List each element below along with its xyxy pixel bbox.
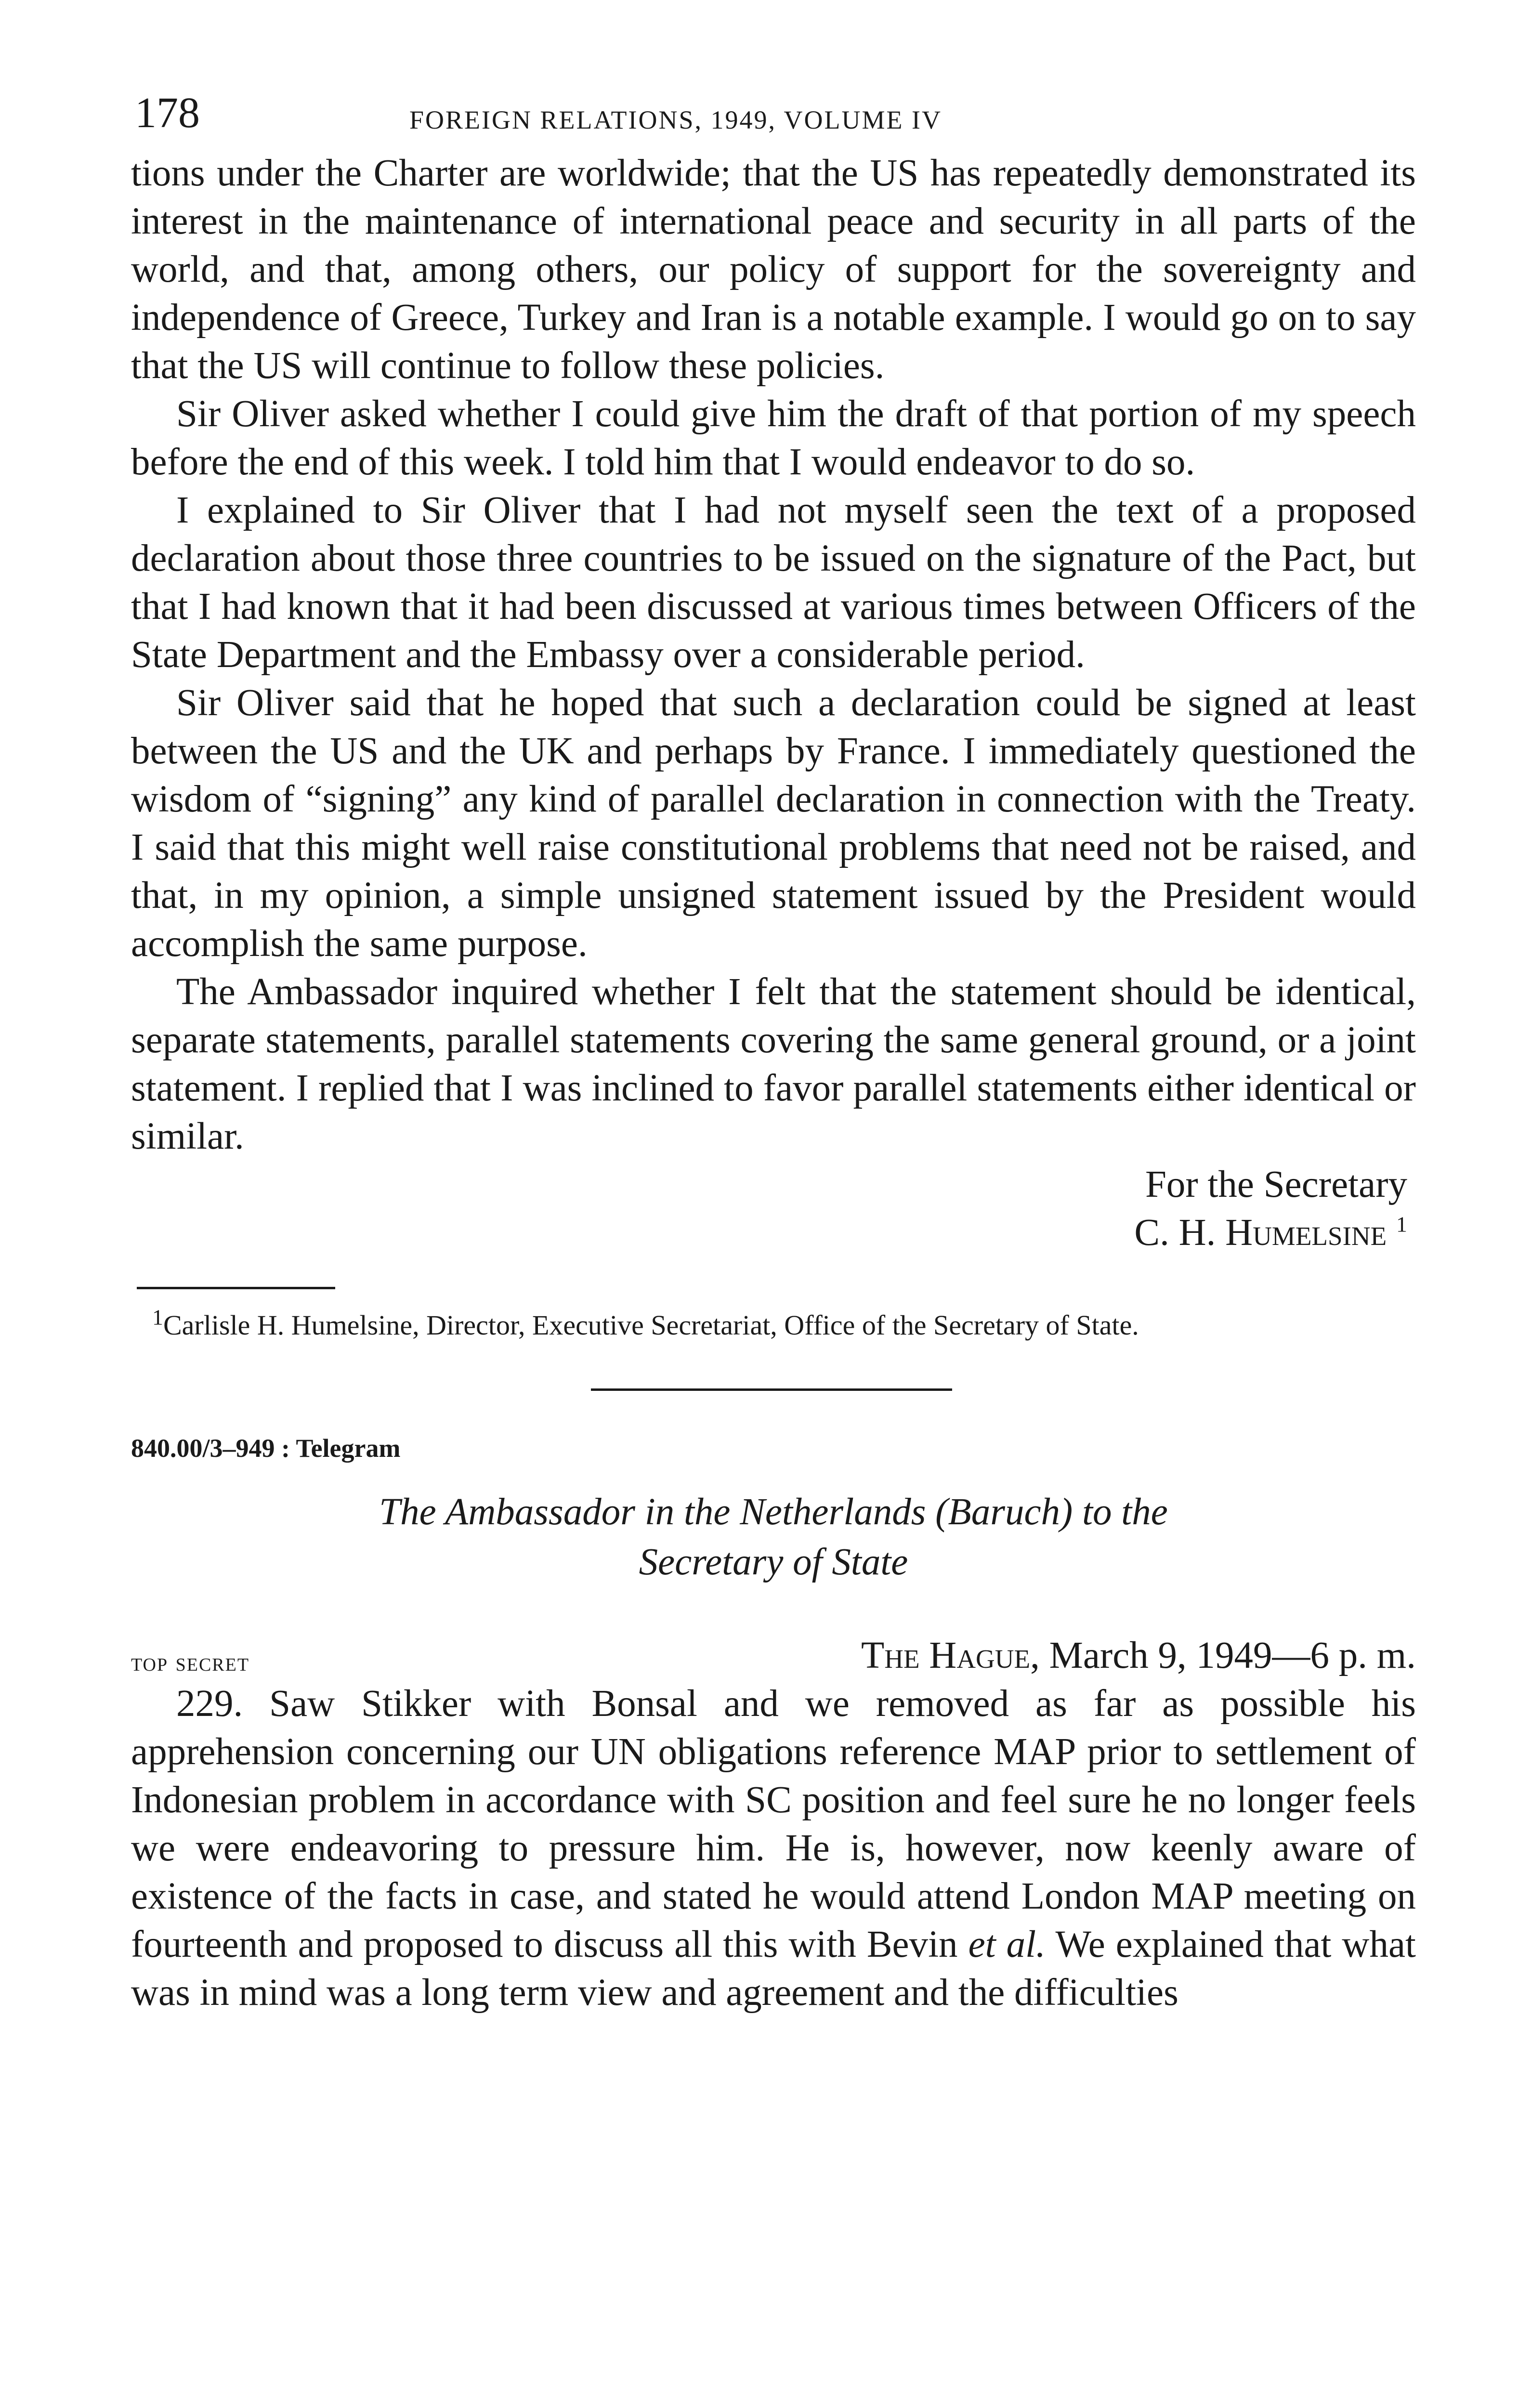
paragraph: Sir Oliver asked whether I could give him the draft of that portion of my speech before the end of this week. I told him that I would endeavor to do so. [131,393,1416,483]
heading-line: Secretary of State [639,1541,908,1583]
paragraph: The Ambassador inquired whether I felt that the statement should be identical, separate statements, parallel statements covering the same general ground, or a joint statement. I replied that I was inclined to favor parallel statements either identical or similar. [131,971,1416,1157]
section-divider [591,1388,952,1391]
signature-block [131,1161,1416,1257]
paragraph [131,1680,1416,2017]
footnote-divider [137,1287,335,1289]
file-reference: 840.00/3–949 : Telegram [131,1434,401,1463]
document-heading [131,1487,1416,1587]
signature-name [131,1209,1416,1257]
memorandum-body [131,149,1416,1161]
signature-initials: C. H. [1134,1212,1216,1254]
running-title: FOREIGN RELATIONS, 1949, VOLUME IV [409,105,942,134]
telegram-body [131,1680,1416,2017]
dateline [861,1632,1416,1680]
footnote [131,1305,1416,1342]
latin-abbreviation: et al. [968,1924,1046,1965]
paragraph: Sir Oliver said that he hoped that such a declaration could be signed at least between the US and the UK and perhaps by France. I immediately questioned the wisdom of “signing” any kind of parallel declaration in connection with the Treaty. I said that this might well raise constitutional problems that need not be raised, and that, in my opinion, a simple unsigned statement issued by the President would accomplish the same purpose. [131,682,1416,965]
document-page [131,72,1416,2017]
signature-for-line: For the Secretary [1145,1164,1407,1205]
page-number: 178 [135,89,200,137]
paragraph-continued: tions under the Charter are worldwide; that the US has repeatedly demonstrated its interest in the maintenance of international peace and security in all parts of the world, and that, among others, our policy of support for the sovereignty and independence of Greece, Turkey and Iran is a notable example. I would go on to say that the US will continue to follow these policies. [131,152,1416,387]
dateline-row [131,1632,1416,1680]
paragraph: I explained to Sir Oliver that I had not myself seen the text of a proposed declaration about those three countries to be issued on the signature of the Pact, but that I had known that it had been discussed at various times between Officers of the State Department and the Embassy over a considerable period. [131,489,1416,676]
footnote-reference: 1 [1396,1212,1407,1237]
classification-label: top secret [131,1648,250,1676]
signature-surname: Humelsine [1225,1212,1387,1254]
dateline-date: March 9, 1949—6 p. m. [1049,1635,1416,1676]
paragraph-text: We explained that what was in mind was a long term view and agreement and the difficulties [131,1924,1416,2014]
footnote-text: Carlisle H. Humelsine, Director, Executive Secretariat, Office of the Secretary of State. [163,1309,1139,1341]
running-head [131,72,1416,135]
dateline-place: The Hague, [861,1635,1040,1676]
heading-line: The Ambassador in the Netherlands (Baruch) to the [379,1491,1168,1533]
footnote-marker: 1 [152,1305,163,1330]
paragraph-text: 229. Saw Stikker with Bonsal and we removed as far as possible his apprehension concerning our UN obligations reference MAP prior to settlement of Indonesian problem in accordance with SC position and feel sure he no longer feels we were endeavoring to pressure him. He is, however, now keenly aware of existence of the facts in case, and stated he would attend London MAP meeting on fourteenth and proposed to discuss all this with Bevin [131,1683,1416,1965]
